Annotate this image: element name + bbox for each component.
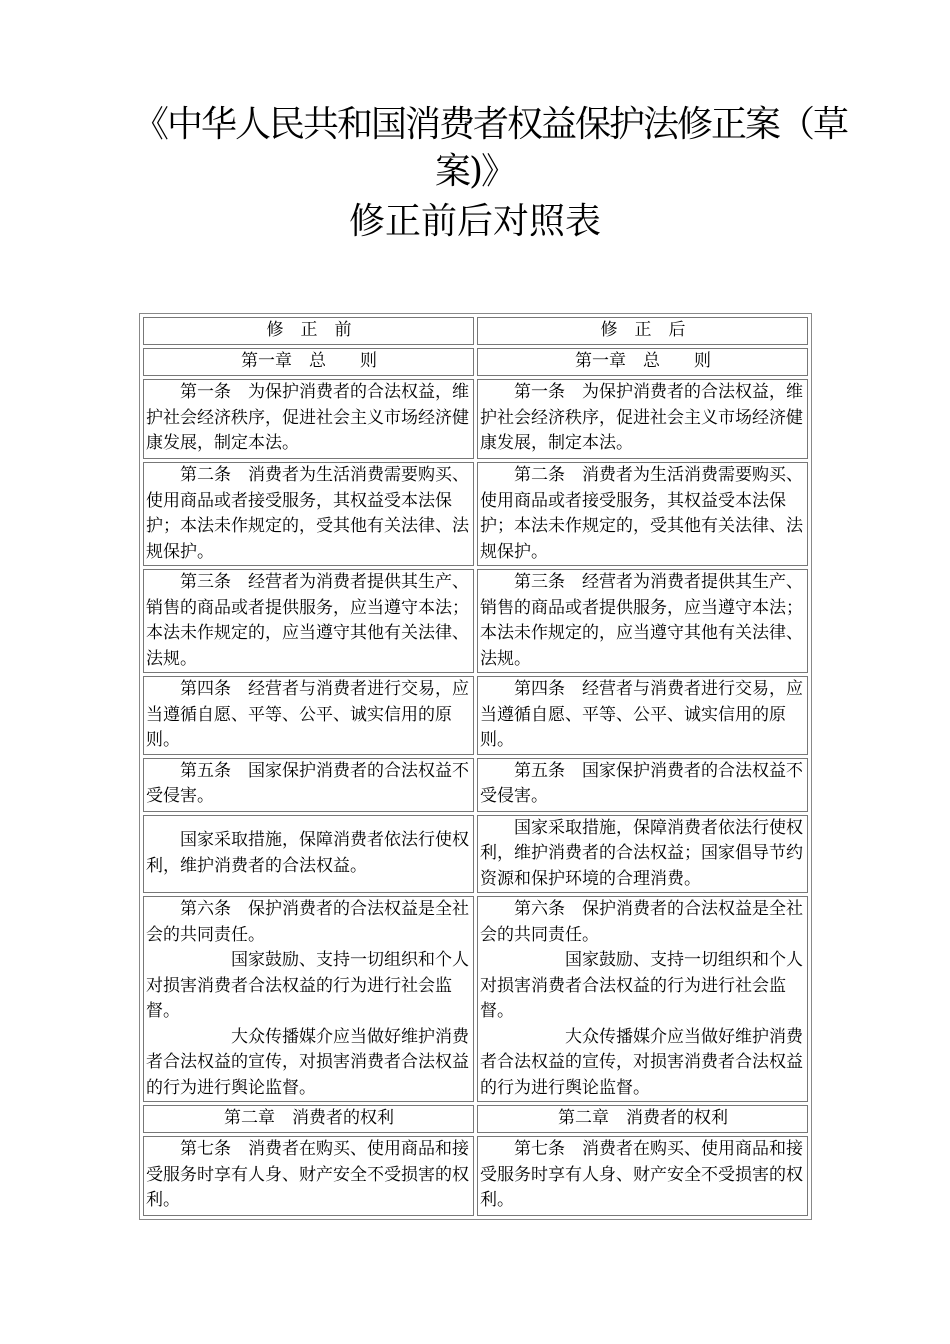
table-row bbox=[143, 896, 808, 1102]
chapter2-after: 第二章 消费者的权利 bbox=[477, 1105, 808, 1133]
article7-before: 第七条 消费者在购买、使用商品和接受服务时享有人身、财产安全不受损害的权利。 bbox=[143, 1136, 474, 1216]
document-title bbox=[0, 100, 950, 246]
article6-p2-before: 国家鼓励、支持一切组织和个人对损害消费者合法权益的行为进行社会监督。 bbox=[146, 950, 469, 1021]
title-line-1: 《中华人民共和国消费者权益保护法修正案（草 bbox=[132, 104, 847, 145]
article5-after: 第五条 国家保护消费者的合法权益不受侵害。 bbox=[477, 758, 808, 812]
article5b-after: 国家采取措施，保障消费者依法行使权利，维护消费者的合法权益；国家倡导节约资源和保护环境的合理消费。 bbox=[477, 815, 808, 894]
table-row bbox=[143, 569, 808, 673]
article7-after: 第七条 消费者在购买、使用商品和接受服务时享有人身、财产安全不受损害的权利。 bbox=[477, 1136, 808, 1216]
title-subtitle: 修正前后对照表 bbox=[348, 201, 601, 242]
article1-before: 第一条 为保护消费者的合法权益，维护社会经济秩序，促进社会主义市场经济健康发展，制定本法。 bbox=[143, 379, 474, 459]
article2-after: 第二条 消费者为生活消费需要购买、使用商品或者接受服务，其权益受本法保护；本法未作规定的，受其他有关法律、法规保护。 bbox=[477, 462, 808, 566]
header-before: 修 正 前 bbox=[143, 317, 474, 345]
chapter1-after: 第一章 总 则 bbox=[477, 348, 808, 376]
table-row bbox=[143, 379, 808, 459]
header-after: 修 正 后 bbox=[477, 317, 808, 345]
title-line-2: 案)》 bbox=[434, 151, 516, 192]
article3-before: 第三条 经营者为消费者提供其生产、销售的商品或者提供服务，应当遵守本法；本法未作规定的，应当遵守其他有关法律、法规。 bbox=[143, 569, 474, 673]
article4-before: 第四条 经营者与消费者进行交易，应当遵循自愿、平等、公平、诚实信用的原则。 bbox=[143, 676, 474, 755]
table-header-row bbox=[143, 317, 808, 345]
article6-before bbox=[143, 896, 474, 1102]
article6-after bbox=[477, 896, 808, 1102]
table-row bbox=[143, 1136, 808, 1216]
article5-before: 第五条 国家保护消费者的合法权益不受侵害。 bbox=[143, 758, 474, 812]
article4-after: 第四条 经营者与消费者进行交易，应当遵循自愿、平等、公平、诚实信用的原则。 bbox=[477, 676, 808, 755]
chapter2-before: 第二章 消费者的权利 bbox=[143, 1105, 474, 1133]
article6-p1-before: 第六条 保护消费者的合法权益是全社会的共同责任。 bbox=[146, 899, 469, 945]
comparison-table bbox=[139, 313, 812, 1220]
article2-before: 第二条 消费者为生活消费需要购买、使用商品或者接受服务，其权益受本法保护；本法未作规定的，受其他有关法律、法规保护。 bbox=[143, 462, 474, 566]
article6-p3-after: 大众传播媒介应当做好维护消费者合法权益的宣传，对损害消费者合法权益的行为进行舆论监督。 bbox=[480, 1026, 803, 1098]
chapter1-before: 第一章 总 则 bbox=[143, 348, 474, 376]
table-row bbox=[143, 1105, 808, 1133]
table-row bbox=[143, 462, 808, 566]
table-row bbox=[143, 758, 808, 812]
article5b-before: 国家采取措施，保障消费者依法行使权利，维护消费者的合法权益。 bbox=[143, 815, 474, 894]
table-row bbox=[143, 676, 808, 755]
article6-p3-before: 大众传播媒介应当做好维护消费者合法权益的宣传，对损害消费者合法权益的行为进行舆论监督。 bbox=[146, 1026, 469, 1098]
article1-after: 第一条 为保护消费者的合法权益，维护社会经济秩序，促进社会主义市场经济健康发展，制定本法。 bbox=[477, 379, 808, 459]
table-row bbox=[143, 348, 808, 376]
table-row bbox=[143, 815, 808, 894]
article6-p2-after: 国家鼓励、支持一切组织和个人对损害消费者合法权益的行为进行社会监督。 bbox=[480, 950, 803, 1021]
article3-after: 第三条 经营者为消费者提供其生产、销售的商品或者提供服务，应当遵守本法；本法未作规定的，应当遵守其他有关法律、法规。 bbox=[477, 569, 808, 673]
article6-p1-after: 第六条 保护消费者的合法权益是全社会的共同责任。 bbox=[480, 899, 803, 945]
